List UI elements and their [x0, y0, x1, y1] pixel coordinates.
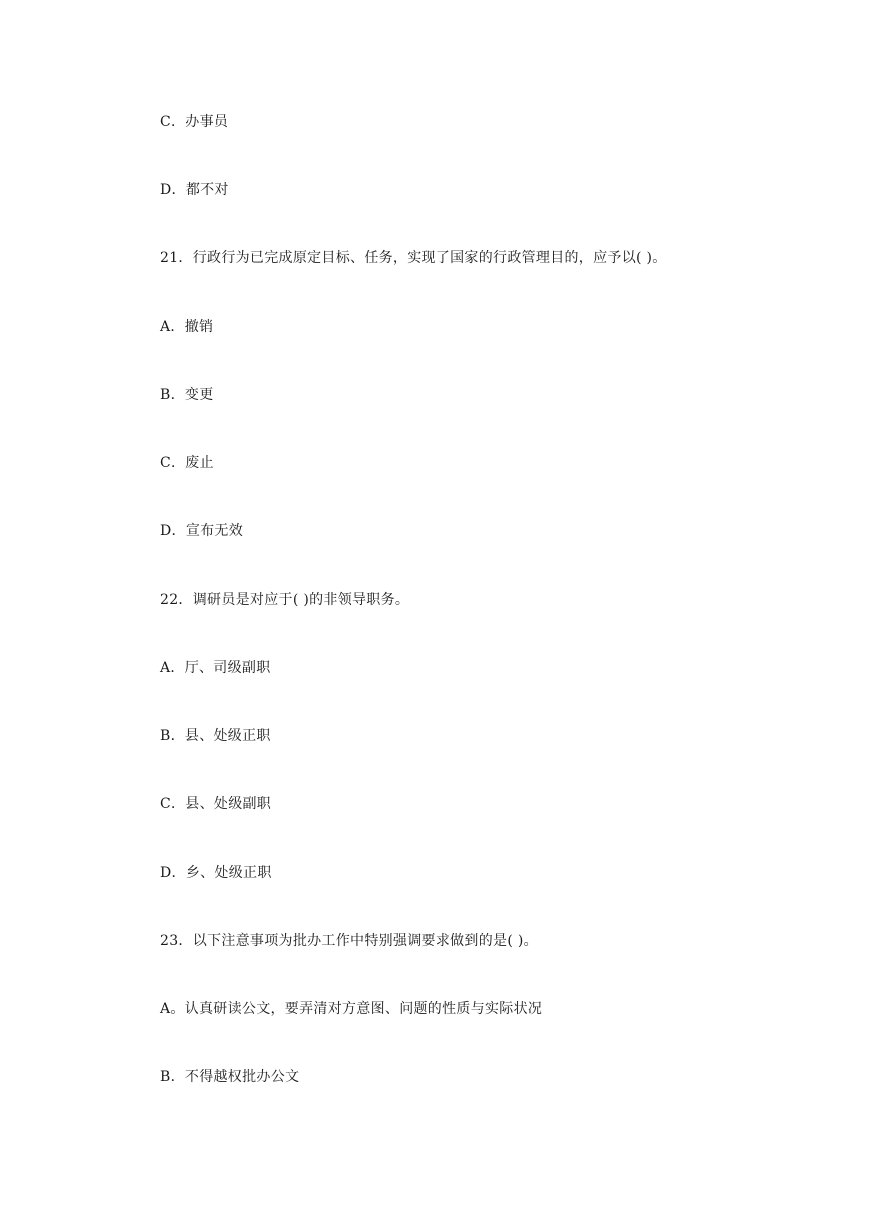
question-22: 22．调研员是对应于( )的非领导职务。	[160, 592, 410, 608]
option-d-q20: D．都不对	[160, 182, 229, 198]
option-a-q22: A．厅、司级副职	[160, 660, 271, 676]
option-b-q23: B．不得越权批办公文	[160, 1069, 300, 1085]
option-c-q22: C．县、处级副职	[160, 796, 272, 812]
option-b-q21: B．变更	[160, 387, 214, 403]
option-d-q21: D．宣布无效	[160, 523, 244, 539]
option-c-q21: C．废止	[160, 455, 214, 471]
option-d-q22: D．乡、处级正职	[160, 865, 272, 881]
question-23: 23．以下注意事项为批办工作中特别强调要求做到的是( )。	[160, 933, 538, 949]
option-b-q22: B．县、处级正职	[160, 728, 271, 744]
option-c-q20: C．办事员	[160, 114, 229, 130]
question-21: 21．行政行为已完成原定目标、任务，实现了国家的行政管理目的，应予以( )。	[160, 250, 667, 266]
option-a-q21: A．撤销	[160, 319, 214, 335]
option-a-q23: A。认真研读公文，要弄清对方意图、问题的性质与实际状况	[160, 1001, 543, 1017]
